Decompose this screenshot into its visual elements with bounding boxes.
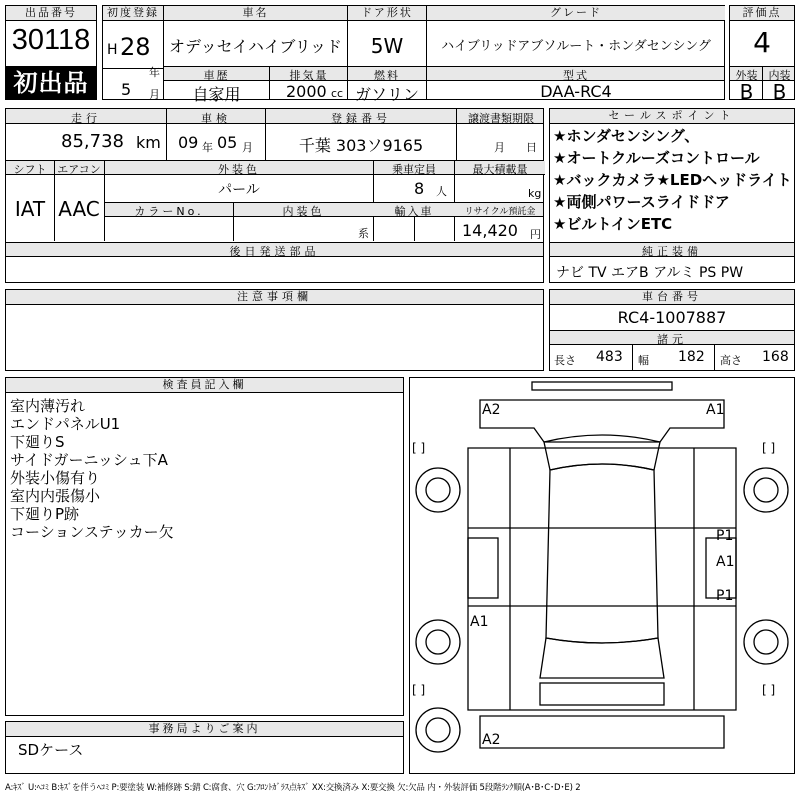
capacity-unit: 人 — [436, 185, 447, 198]
plate-number: 千葉 303ソ9165 — [298, 136, 424, 155]
length-label: 長さ — [554, 354, 576, 367]
roof-outline — [546, 464, 658, 643]
office-note: SDケース — [18, 741, 84, 759]
era: H — [107, 42, 118, 58]
specs-label: 諸元 — [657, 333, 687, 346]
inspection-month: 05 — [217, 133, 238, 152]
model-code: DAA-RC4 — [540, 82, 612, 101]
displacement: 2000 — [286, 82, 327, 101]
chassis-box — [549, 289, 795, 371]
notes-label: 注意事項欄 — [6, 290, 543, 305]
lot-label: 出品番号 — [6, 6, 96, 21]
inspector-note: コーションステッカー欠 — [10, 523, 174, 541]
car-diagram — [410, 378, 794, 773]
recycle-fee: 14,420 — [462, 221, 518, 240]
notes-box — [5, 289, 544, 371]
interior-grade: B — [772, 80, 787, 104]
displacement-label: 排気量 — [289, 69, 329, 82]
sales-point: ★両側パワースライドドア — [553, 193, 730, 211]
body-outline — [468, 448, 736, 710]
inspector-notes — [10, 397, 174, 541]
front-right-wheel — [744, 468, 788, 512]
interior-label: 内装 — [768, 69, 791, 82]
rear-right-wheel — [744, 620, 788, 664]
interior-color-unit: 系 — [358, 227, 369, 240]
chassis-label: 車台番号 — [550, 290, 794, 305]
fuel-label: 燃料 — [374, 69, 400, 82]
cc-unit: cc — [331, 87, 344, 100]
car-diagram-box — [409, 377, 795, 774]
shift-label: シフト — [13, 163, 47, 176]
damage-mark: A2 — [482, 402, 501, 418]
rear-window-outline — [540, 638, 664, 678]
length: 483 — [596, 349, 623, 365]
grade: ハイブリッドアブソルート・ホンダセンシング — [441, 39, 711, 54]
load-unit: kg — [528, 187, 542, 200]
sales-point: ★ホンダセンシング、 — [553, 127, 700, 145]
sales-point: ★オートクルーズコントロール — [553, 149, 760, 167]
left-side-panel — [468, 538, 498, 598]
inspector-note: エンドパネルU1 — [10, 415, 121, 433]
width-label: 幅 — [638, 354, 649, 367]
lot-number: 30118 — [11, 24, 91, 56]
sales-label: セールスポイント — [550, 109, 794, 124]
door-label: ドア形状 — [348, 6, 426, 21]
sales-point: ★ビルトインETC — [553, 215, 673, 233]
damage-mark: A1 — [716, 554, 735, 570]
front-left-wheel — [416, 468, 460, 512]
car-name-label: 車名 — [164, 6, 347, 21]
color-label: 外装色 — [218, 163, 260, 176]
equipment-label: 純正装備 — [642, 245, 702, 258]
model-label: 型式 — [563, 69, 589, 82]
inspection-year: 09 — [178, 133, 199, 152]
doc-day: 日 — [526, 141, 537, 154]
score-label: 評価点 — [730, 6, 794, 21]
overall-score: 4 — [753, 26, 771, 59]
height-label: 高さ — [720, 354, 742, 367]
damage-mark: A2 — [482, 732, 501, 748]
year-unit: 年 — [149, 66, 160, 79]
capacity-label: 乗車定員 — [392, 163, 436, 176]
inspector-note: 外装小傷有り — [10, 469, 101, 487]
width: 182 — [678, 349, 705, 365]
inspection-year-unit: 年 — [202, 141, 213, 154]
month-unit: 月 — [149, 88, 160, 101]
mileage: 85,738 — [61, 131, 124, 152]
inspection-month-unit: 月 — [242, 141, 253, 154]
damage-mark: P1 — [716, 528, 734, 544]
exterior-color: パール — [218, 182, 260, 198]
sales-points-list — [553, 125, 792, 235]
capacity: 8 — [414, 179, 425, 198]
mileage-label: 走行 — [71, 112, 101, 125]
legend: A:ｷｽﾞ U:ﾍｺﾐ B:ｷｽﾞを伴うﾍｺﾐ P:要塗装 W:補修跡 S:錆 C:腐食、穴 G:ﾌﾛﾝﾄｶﾞﾗｽ点ｷｽﾞ XX:交換済み X:要交換 欠:欠品 内・外装評価 5段階ﾗﾝｸ順(A･B･C･D･E) 2 — [5, 783, 581, 793]
air-conditioner: AAC — [58, 197, 100, 221]
windshield-outline — [544, 435, 660, 470]
marker-bracket: [ ] — [762, 441, 776, 455]
score-box — [729, 5, 795, 104]
car-name: オデッセイハイブリッド — [168, 37, 343, 56]
history-label: 車歴 — [203, 69, 230, 82]
inspector-label: 検査員記入欄 — [6, 378, 403, 393]
inspector-note: 下廻りS — [10, 433, 65, 451]
damage-mark: P1 — [716, 588, 734, 604]
fuel-type: ガソリン — [354, 85, 419, 104]
marker-bracket: [ ] — [762, 683, 776, 697]
door-type: 5W — [370, 34, 404, 58]
reg-year: 28 — [120, 33, 151, 61]
marker-bracket: [ ] — [412, 441, 426, 455]
rear-left-wheel — [416, 620, 460, 664]
sales-points-box — [549, 108, 795, 283]
recycle-unit: 円 — [530, 228, 541, 241]
usage-history: 自家用 — [192, 85, 241, 104]
reg-label: 初度登録 — [103, 6, 163, 21]
exterior-label: 外装 — [735, 69, 758, 82]
inspector-note: 室内薄汚れ — [10, 397, 86, 415]
main-header-grid — [102, 5, 725, 104]
first-listing-badge: 初出品 — [6, 66, 96, 100]
km-unit: km — [136, 133, 161, 152]
sales-point: ★バックカメラ★LEDヘッドライト — [553, 171, 792, 189]
inspector-box — [5, 377, 404, 716]
doc-month: 月 — [494, 141, 505, 154]
spare-wheel — [416, 708, 460, 752]
ac-label: エアコン — [57, 163, 101, 176]
grade-label: グレード — [427, 6, 725, 21]
details-grid — [5, 108, 544, 283]
front-bumper-outline — [532, 382, 672, 390]
color-number-label: カラーNo. — [134, 205, 204, 218]
lot-box — [5, 5, 97, 100]
doc-deadline-label: 譲渡書類期限 — [468, 112, 534, 125]
plate-label: 登録番号 — [331, 112, 391, 125]
later-parts-label: 後日発送部品 — [229, 245, 320, 258]
inspection-label: 車検 — [201, 112, 231, 125]
trunk-outline — [480, 716, 724, 748]
equipment-list: ナビ TV エアB アルミ PS PW — [556, 265, 744, 281]
shift: IAT — [14, 197, 46, 221]
rear-lamps-outline — [540, 683, 664, 705]
import-label: 輸入車 — [394, 205, 434, 218]
max-load-label: 最大積載量 — [472, 163, 528, 176]
damage-mark: A1 — [470, 614, 489, 630]
height: 168 — [762, 349, 789, 365]
damage-mark: A1 — [706, 402, 725, 418]
hood-outline — [480, 400, 724, 442]
office-label: 事務局よりご案内 — [6, 722, 403, 737]
office-box — [5, 721, 404, 774]
recycle-label: リサイクル預託金 — [464, 207, 536, 217]
inspector-note: サイドガーニッシュ下A — [10, 451, 168, 469]
interior-color-label: 内装色 — [282, 205, 325, 218]
marker-bracket: [ ] — [412, 683, 426, 697]
inspector-note: 室内内張傷小 — [10, 487, 101, 505]
chassis-number: RC4-1007887 — [617, 308, 727, 327]
reg-month: 5 — [121, 80, 132, 99]
exterior-grade: B — [739, 80, 754, 104]
inspector-note: 下廻りP跡 — [10, 505, 80, 523]
